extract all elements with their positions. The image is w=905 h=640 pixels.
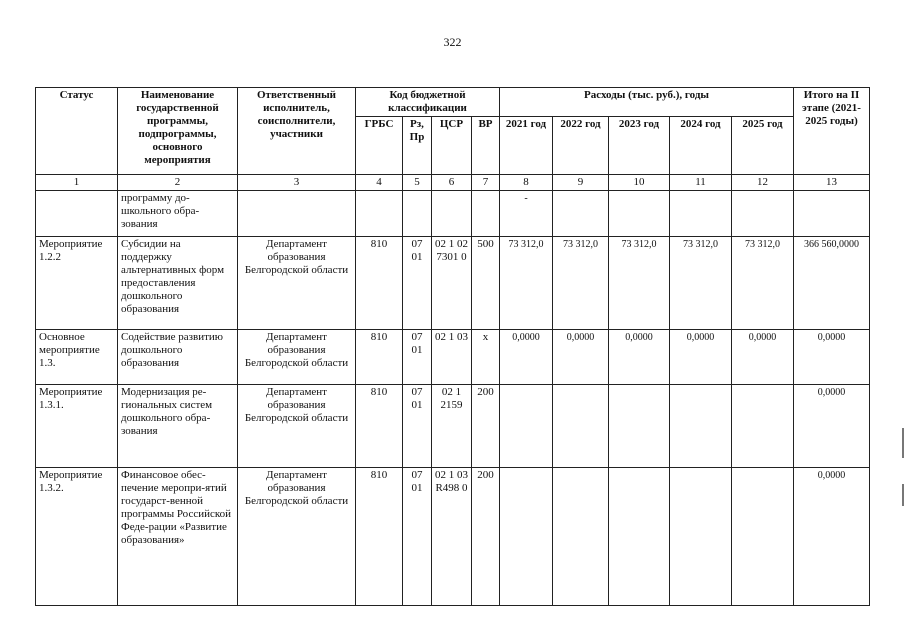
cell-total: 366 560,0000: [794, 237, 870, 330]
cell-status: Мероприятие 1.2.2: [36, 237, 118, 330]
cell-2024: [670, 468, 732, 606]
cell-2021: 73 312,0: [500, 237, 553, 330]
cell-2022: [553, 191, 609, 237]
header-status: Статус: [36, 88, 118, 175]
cell-total: 0,0000: [794, 330, 870, 385]
cell-grbs: 810: [356, 468, 403, 606]
cell-2024: 73 312,0: [670, 237, 732, 330]
column-index: 10: [609, 175, 670, 191]
header-2024: 2024 год: [670, 117, 732, 175]
cell-vr: 500: [472, 237, 500, 330]
cell-status: Основное мероприятие 1.3.: [36, 330, 118, 385]
header-rz-pr: Рз, Пр: [403, 117, 432, 175]
cell-name: Содействие развитию дошкольного образования: [118, 330, 238, 385]
column-index: 13: [794, 175, 870, 191]
header-name: Наименование государственной программы, подпрограммы, основного мероприятия: [118, 88, 238, 175]
cell-2021: [500, 385, 553, 468]
column-index: 6: [432, 175, 472, 191]
cell-2023: [609, 191, 670, 237]
header-executor: Ответственный исполнитель, соисполнители, участники: [238, 88, 356, 175]
cell-2025: [732, 385, 794, 468]
cell-grbs: 810: [356, 237, 403, 330]
table-row: [36, 237, 870, 330]
cell-executor: Департамент образования Белгородской области: [238, 468, 356, 606]
cell-status: [36, 191, 118, 237]
header-2022: 2022 год: [553, 117, 609, 175]
column-index: 5: [403, 175, 432, 191]
cell-total: 0,0000: [794, 468, 870, 606]
cell-rz-pr: 07 01: [403, 385, 432, 468]
cell-2022: 0,0000: [553, 330, 609, 385]
cell-total: 0,0000: [794, 385, 870, 468]
cell-vr: х: [472, 330, 500, 385]
cell-2023: [609, 385, 670, 468]
header-2023: 2023 год: [609, 117, 670, 175]
cell-executor: Департамент образования Белгородской области: [238, 330, 356, 385]
cell-2025: 0,0000: [732, 330, 794, 385]
cell-rz-pr: 07 01: [403, 330, 432, 385]
column-index: 9: [553, 175, 609, 191]
cell-rz-pr: [403, 191, 432, 237]
cell-executor: Департамент образования Белгородской области: [238, 237, 356, 330]
table-row: [36, 385, 870, 468]
column-index: 7: [472, 175, 500, 191]
cell-status: Мероприятие 1.3.1.: [36, 385, 118, 468]
header-expenses: Расходы (тыс. руб.), годы: [500, 88, 794, 117]
column-index: 8: [500, 175, 553, 191]
header-2025: 2025 год: [732, 117, 794, 175]
table-row: [36, 330, 870, 385]
column-index-row: [36, 175, 870, 191]
header-budget-code: Код бюджетной классификации: [356, 88, 500, 117]
header-grbs: ГРБС: [356, 117, 403, 175]
cell-2022: 73 312,0: [553, 237, 609, 330]
column-index: 3: [238, 175, 356, 191]
cell-2023: [609, 468, 670, 606]
cell-2022: [553, 468, 609, 606]
scan-edge-mark: [902, 428, 904, 458]
cell-executor: Департамент образования Белгородской области: [238, 385, 356, 468]
cell-csr: 02 1 2159: [432, 385, 472, 468]
cell-rz-pr: 07 01: [403, 468, 432, 606]
cell-name: программу до-школьного обра-зования: [118, 191, 238, 237]
cell-2024: [670, 191, 732, 237]
cell-name: Субсидии на поддержку альтернативных форм предоставления дошкольного образования: [118, 237, 238, 330]
cell-name: Финансовое обес-печение меропри-ятий государст-венной программы Российской Феде-рации «Развитие образования»: [118, 468, 238, 606]
cell-2025: [732, 191, 794, 237]
cell-csr: 02 1 03 R498 0: [432, 468, 472, 606]
cell-grbs: [356, 191, 403, 237]
header-vr: ВР: [472, 117, 500, 175]
cell-2023: 0,0000: [609, 330, 670, 385]
cell-2021: [500, 468, 553, 606]
column-index: 12: [732, 175, 794, 191]
cell-grbs: 810: [356, 385, 403, 468]
cell-2024: [670, 385, 732, 468]
header-csr: ЦСР: [432, 117, 472, 175]
cell-2021: 0,0000: [500, 330, 553, 385]
budget-table: [35, 87, 870, 606]
cell-vr: [472, 191, 500, 237]
cell-rz-pr: 07 01: [403, 237, 432, 330]
column-index: 1: [36, 175, 118, 191]
table-row: [36, 191, 870, 237]
cell-executor: [238, 191, 356, 237]
column-index: 11: [670, 175, 732, 191]
header-total: Итого на II этапе (2021-2025 годы): [794, 88, 870, 175]
cell-status: Мероприятие 1.3.2.: [36, 468, 118, 606]
scan-edge-mark: [902, 484, 904, 506]
cell-2022: [553, 385, 609, 468]
cell-csr: 02 1 02 7301 0: [432, 237, 472, 330]
cell-2025: [732, 468, 794, 606]
cell-2021: -: [500, 191, 553, 237]
cell-csr: [432, 191, 472, 237]
column-index: 2: [118, 175, 238, 191]
cell-csr: 02 1 03: [432, 330, 472, 385]
cell-2025: 73 312,0: [732, 237, 794, 330]
header-2021: 2021 год: [500, 117, 553, 175]
cell-name: Модернизация ре-гиональных систем дошкольного обра-зования: [118, 385, 238, 468]
table-row: [36, 468, 870, 606]
cell-total: [794, 191, 870, 237]
page-number: 322: [443, 35, 462, 49]
cell-2024: 0,0000: [670, 330, 732, 385]
cell-2023: 73 312,0: [609, 237, 670, 330]
cell-grbs: 810: [356, 330, 403, 385]
column-index: 4: [356, 175, 403, 191]
cell-vr: 200: [472, 468, 500, 606]
cell-vr: 200: [472, 385, 500, 468]
